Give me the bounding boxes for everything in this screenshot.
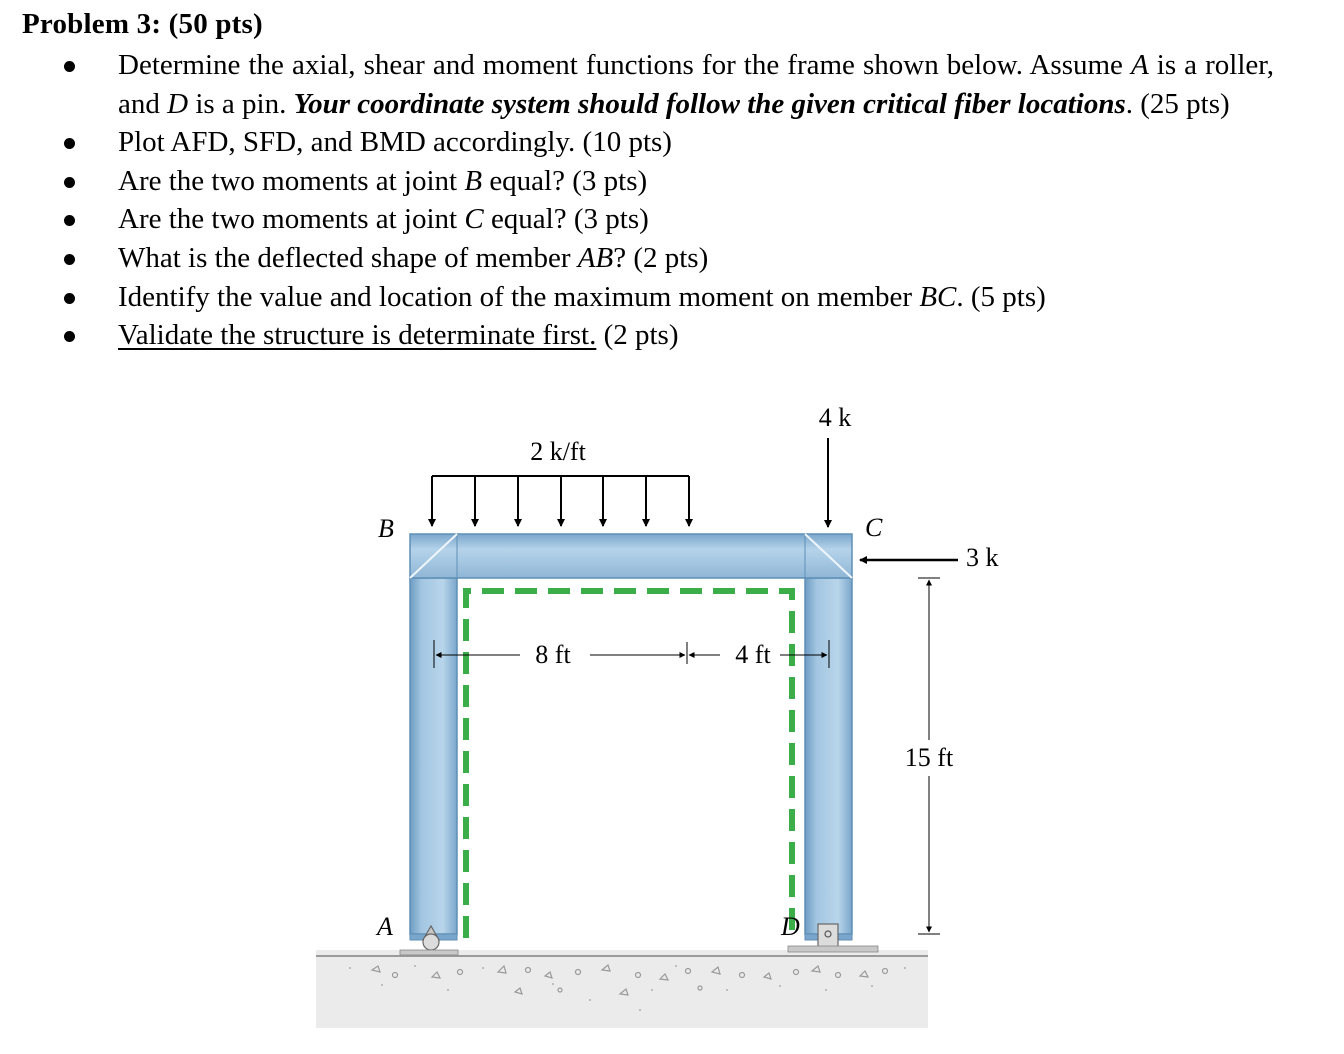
label-d: D — [781, 912, 800, 941]
task-item: Validate the structure is determinate first. (2 pts) — [0, 316, 1344, 355]
horizontal-dimension — [434, 640, 829, 669]
ground-body — [316, 950, 928, 1028]
task-item: Plot AFD, SFD, and BMD accordingly. (10 pts) — [0, 123, 1344, 162]
ground — [316, 950, 928, 1028]
dim-4ft-label: 4 ft — [735, 640, 771, 669]
label-a: A — [377, 912, 393, 941]
dist-load-label: 2 k/ft — [530, 437, 586, 466]
task-item: What is the deflected shape of member AB? (2 pts) — [0, 239, 1344, 278]
task-item: Are the two moments at joint B equal? (3 pts) — [0, 162, 1344, 201]
beam-bc — [410, 534, 852, 578]
roller-base — [400, 950, 458, 955]
vertical-dimension — [905, 578, 954, 934]
dim-15ft-label: 15 ft — [904, 743, 954, 772]
member-ab — [410, 578, 457, 940]
roller-wheel — [423, 934, 439, 950]
task-item: Are the two moments at joint C equal? (3 pts) — [0, 200, 1344, 239]
member-bc — [410, 534, 852, 578]
column-cd — [805, 578, 852, 934]
dim-8ft-label: 8 ft — [535, 640, 571, 669]
label-c: C — [865, 513, 883, 542]
problem-title: Problem 3: (50 pts) — [22, 8, 263, 40]
pin-body — [818, 924, 838, 948]
pin-support-d — [788, 924, 878, 952]
point-load-3k — [860, 543, 999, 572]
task-item: Identify the value and location of the maximum moment on member BC. (5 pts) — [0, 278, 1344, 317]
member-cd — [805, 578, 852, 940]
column-ab — [410, 578, 457, 934]
task-item: Determine the axial, shear and moment functions for the frame shown below. Assume A is a roller, and D is a pin. Your coordinate system should follow the given critical fiber locations. (25 pts) — [0, 46, 1344, 123]
pin-base-plate — [788, 946, 878, 952]
distributed-load — [432, 437, 689, 526]
point-load-4k-label: 4 k — [818, 403, 852, 432]
label-b: B — [378, 514, 394, 543]
emphasis-text: Your coordinate system should follow the given critical fiber locations — [293, 87, 1126, 120]
point-load-4k — [819, 403, 852, 527]
point-load-3k-label: 3 k — [966, 543, 999, 572]
